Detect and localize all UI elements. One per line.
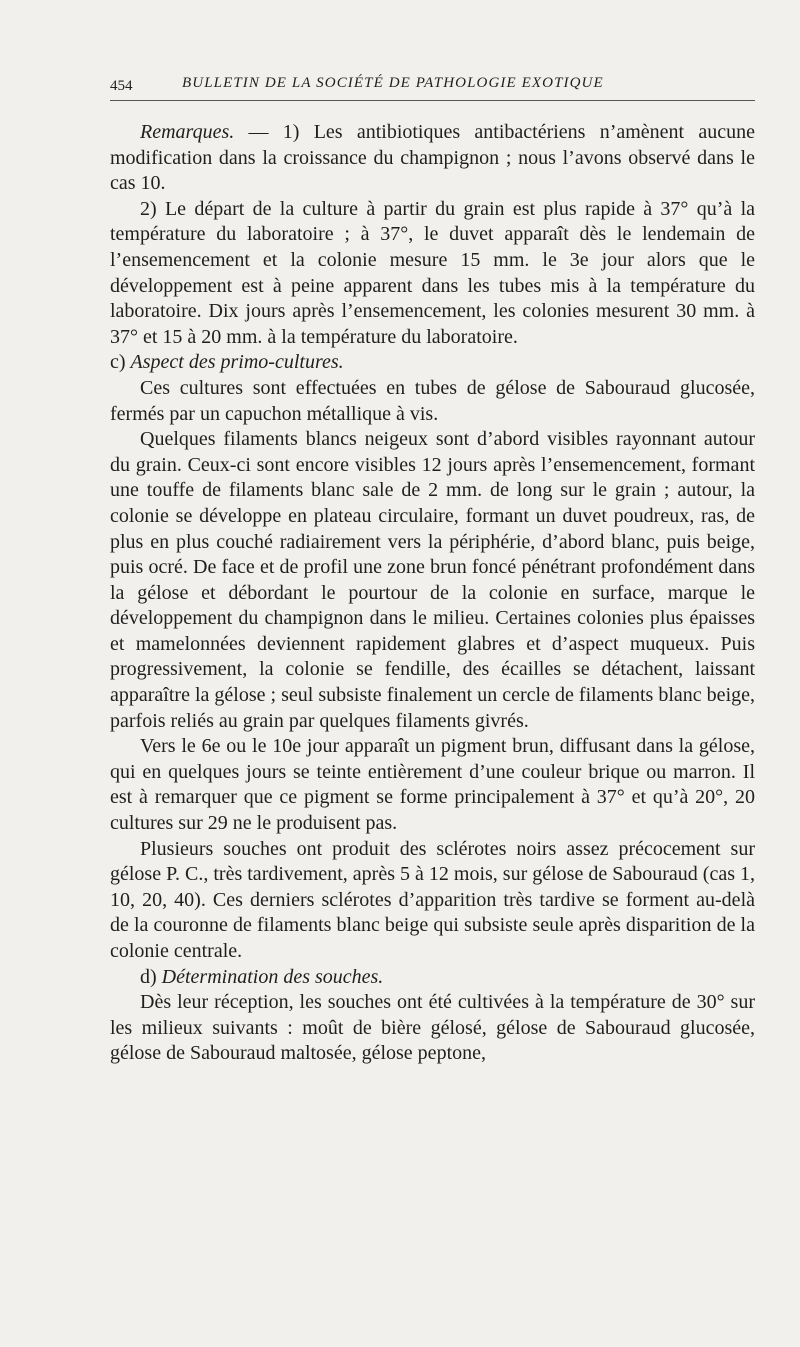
section-d-paragraph-1: Dès leur réception, les souches ont été cultivées à la température de 30° sur les milieux suivants : moût de bière gélosé, gélose de Sabouraud glucosée, gélose de Sabouraud maltosée, gélose peptone, (110, 991, 755, 1065)
section-c-marker: c) (110, 351, 126, 374)
remarks-label: Remarques. (140, 121, 235, 143)
section-c-paragraph-4: Plusieurs souches ont produit des sclérotes noirs assez précocement sur gélose P. C., très tardivement, après 5 à 12 mois, sur gélose de Sabouraud (cas 1, 10, 20, 40). Ces derniers sclérotes d’apparition très tardive se forment au-delà de la couronne de filaments blanc beige qui subsiste seule après disparition de la colonie centrale. (110, 837, 755, 962)
section-d-marker: d) (140, 965, 157, 988)
section-c-paragraph-3: Vers le 6e ou le 10e jour apparaît un pigment brun, diffusant dans la gélose, qui en quelques jours se teinte entièrement d’une couleur brique ou marron. Il est à remarquer que ce pigment se forme principalement à 37° et qu’à 20°, 20 cultures sur 29 ne le produisent pas. (110, 735, 755, 835)
section-d-title: Détermination des souches. (161, 965, 384, 988)
section-c-title: Aspect des primo-cultures. (130, 351, 344, 374)
section-c-paragraph-2: Quelques filaments blancs neigeux sont d’abord visibles rayonnant autour du grain. Ceux-ci sont encore visibles 12 jours après l’ensemencement, formant une touffe de filaments blanc sale de 2 mm. de long sur le grain ; autour, la colonie se développe en plateau circulaire, formant un duvet poudreux, ras, de plus en plus couché radiairement vers la périphérie, d’abord blanc, puis beige, puis ocré. De face et de profil une zone brun foncé pénétrant profondément dans la gélose et débordant le pourtour de la colonie en surface, marque le développement du champignon dans le milieu. Certaines colonies plus épaisses et mamelonnées deviennent rapidement glabres et d’aspect muqueux. Puis progressivement, la colonie se fendille, des écailles se détachent, laissant apparaître la gélose ; seul subsiste finalement un cercle de filaments blanc beige, parfois reliés au grain par quelques filaments givrés. (110, 428, 755, 732)
remarks-paragraph-2: 2) Le départ de la culture à partir du grain est plus rapide à 37° qu’à la température du laboratoire ; à 37°, le duvet apparaît dès le lendemain de l’ensemencement et la colonie mesure 15 mm. le 3e jour alors que le développement est à peine apparent dans les tubes mis à la température du laboratoire. Dix jours après l’ensemencement, les colonies mesurent 30 mm. à 37° et 15 à 20 mm. à la température du laboratoire. (110, 197, 755, 348)
section-c-paragraph-1: Ces cultures sont effectuées en tubes de gélose de Sabouraud glucosée, fermés par un capuchon métallique à vis. (110, 376, 755, 425)
section-c-heading (110, 350, 755, 376)
remarks-paragraph-1 (110, 120, 755, 197)
remarks-text-1: — 1) Les antibiotiques antibactériens n’amènent aucune modification dans la croissance du champignon ; nous l’avons observé dans le cas 10. (110, 121, 756, 195)
running-head: BULLETIN DE LA SOCIÉTÉ DE PATHOLOGIE EXOTIQUE (182, 75, 604, 91)
page-number: 454 (110, 78, 133, 94)
page-header (110, 74, 755, 101)
article-body (110, 120, 755, 1067)
section-d-heading (110, 965, 755, 991)
